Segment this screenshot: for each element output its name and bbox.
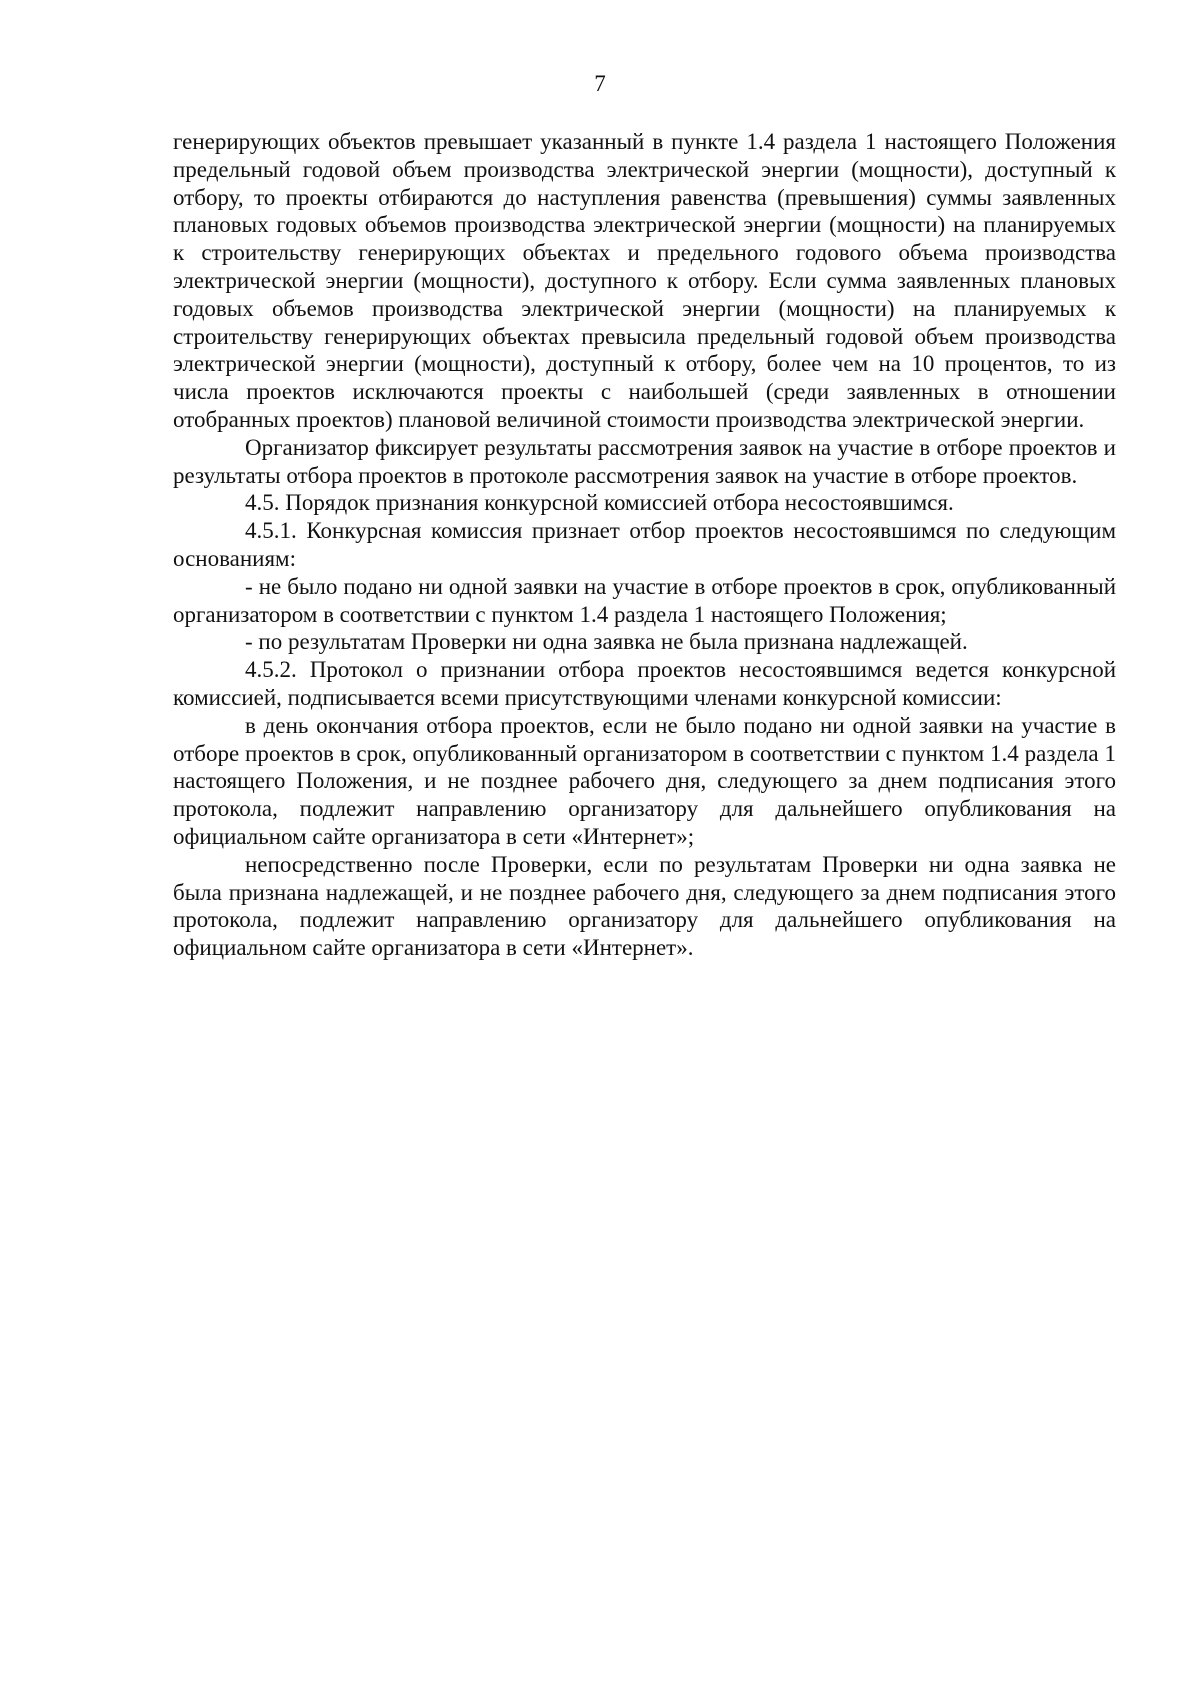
paragraph-end-of-selection-day: в день окончания отбора проектов, если не было подано ни одной заявки на участие в отборе проектов в срок, опубликованный организатором в соответствии с пунктом 1.4 раздела 1 настоящего Положения, и не позднее рабочего дня, следующего за днем подписания этого протокола, подлежит направлению организатору для дальнейшего опубликования на официальном сайте организатора в сети «Интернет»; xyxy=(173,712,1116,849)
paragraph-after-check: непосредственно после Проверки, если по результатам Проверки ни одна заявка не была признана надлежащей, и не позднее рабочего дня, следующего за днем подписания этого протокола, подлежит направлению организатору для дальнейшего опубликования на официальном сайте организатора в сети «Интернет». xyxy=(173,851,1116,961)
paragraph-section-4-5-heading: 4.5. Порядок признания конкурсной комиссией отбора несостоявшимся. xyxy=(245,490,954,516)
list-item-no-proper-application: - по результатам Проверки ни одна заявка не была признана надлежащей. xyxy=(245,629,968,655)
paragraph-organizer-records-results: Организатор фиксирует результаты рассмотрения заявок на участие в отборе проектов и результаты отбора проектов в протоколе рассмотрения заявок на участие в отборе проектов. xyxy=(173,434,1116,488)
list-item-no-applications: - не было подано ни одной заявки на участие в отборе проектов в срок, опубликованный организатором в соответствии с пунктом 1.4 раздела 1 настоящего Положения; xyxy=(173,573,1116,627)
document-body xyxy=(173,128,1116,962)
page-number: 7 xyxy=(594,71,606,96)
paragraph-section-4-5-1: 4.5.1. Конкурсная комиссия признает отбор проектов несостоявшимся по следующим основаниям: xyxy=(173,518,1116,571)
paragraph-continuation-selection: генерирующих объектов превышает указанный в пункте 1.4 раздела 1 настоящего Положения предельный годовой объем производства электрической энергии (мощности), доступный к отбору, то проекты отбираются до наступления равенства (превышения) суммы заявленных плановых годовых объемов производства электрической энергии (мощности) на планируемых к строительству генерирующих объектах и предельного годового объема производства электрической энергии (мощности), доступного к отбору. Если сумма заявленных плановых годовых объемов производства электрической энергии (мощности) на планируемых к строительству генерирующих объектах превысила предельный годовой объем производства электрической энергии (мощности), доступный к отбору, более чем на 10 процентов, то из числа проектов исключаются проекты с наибольшей (среди заявленных в отношении отобранных проектов) плановой величиной стоимости производства электрической энергии. xyxy=(173,129,1116,432)
paragraph-section-4-5-2: 4.5.2. Протокол о признании отбора проектов несостоявшимся ведется конкурсной комиссией, подписывается всеми присутствующими членами конкурсной комиссии: xyxy=(173,657,1116,710)
